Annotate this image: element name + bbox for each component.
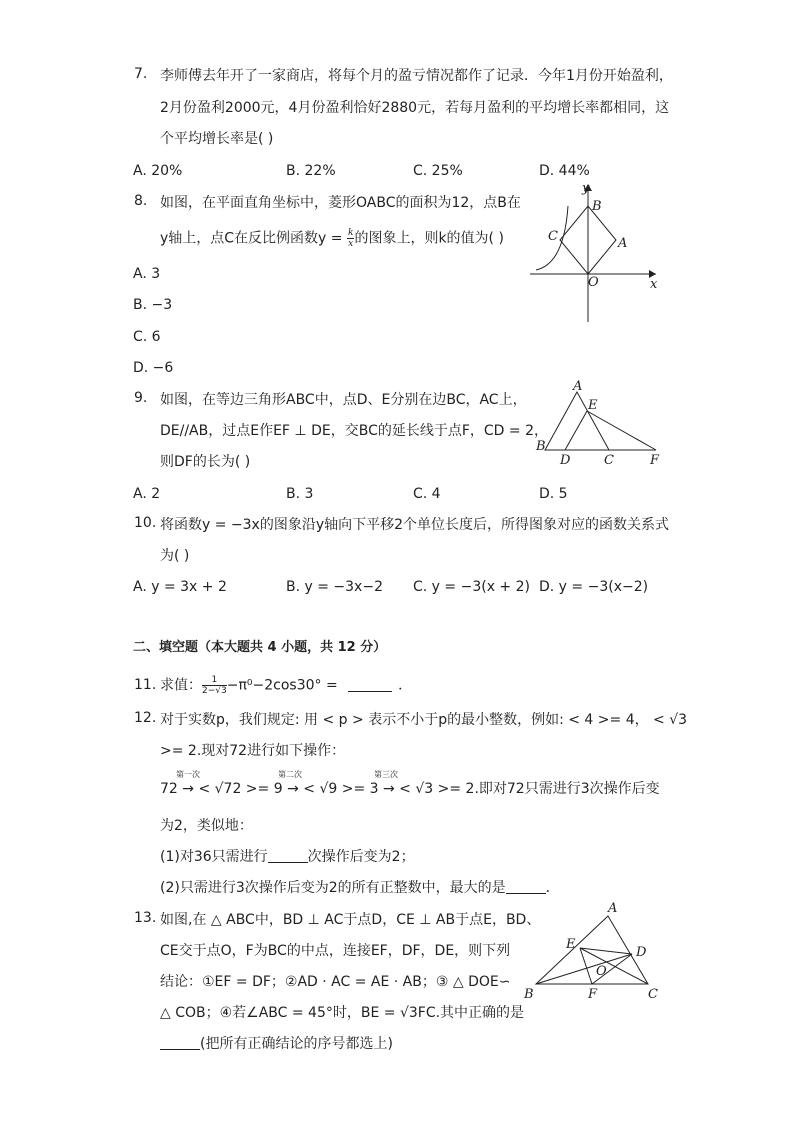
q9-label-d: D [560, 453, 571, 468]
q10-option-d: D. y = −3(x−2) [539, 579, 649, 595]
q9-label-c: C [604, 453, 614, 468]
q12-step3-label: 第三次 [374, 770, 398, 779]
q11-fraction-top: 1 [202, 675, 227, 686]
q12-part2-blank[interactable] [506, 879, 546, 894]
q13-number: 13. [134, 910, 157, 926]
q8-stem-line2b: 的图象上，则k的值为( ) [354, 230, 504, 247]
q12-stem-line2: >= 2.现对72进行如下操作： [160, 743, 346, 759]
q12-part2-b: ． [545, 880, 560, 896]
q9-label-a: A [573, 379, 583, 394]
q8-label-c: C [548, 229, 558, 244]
q9-stem-line3: 则DF的长为( ) [160, 454, 251, 470]
q8-stem-line2a: y轴上，点C在反比例函数y = [160, 230, 347, 247]
q13-stem-line5-text: (把所有正确结论的序号都选上) [200, 1036, 393, 1052]
q10-stem-line2: 为( ) [160, 548, 190, 564]
q12-stem-line1: 对于实数p，我们规定: 用 < p > 表示不小于p的最小整数，例如: < 4 >= 4， < √3 [160, 712, 688, 728]
q13-stem-line2: CE交于点O，F为BC的中点，连接EF，DF，DE，则下列 [160, 943, 511, 959]
q7-stem-line2: 2月份盈利2000元，4月份盈利恰好2880元，若每月盈利的平均增长率都相同，这 [160, 100, 670, 116]
q8-label-o: O [588, 275, 599, 290]
q11-fraction [202, 675, 227, 696]
q7-option-c: C. 25% [413, 163, 463, 179]
q13-segment-de [580, 948, 632, 954]
q8-stem-line2 [160, 228, 504, 249]
q13-triangle-abc [536, 916, 648, 984]
q13-label-b: B [524, 987, 534, 1002]
q13-stem-line1: 如图,在 △ ABC中，BD ⊥ AC于点D，CE ⊥ AB于点E，BD、 [160, 912, 541, 928]
q7-stem-line3: 个平均增长率是( ) [160, 131, 274, 147]
q13-figure [518, 900, 664, 1004]
q9-option-a: A. 2 [133, 486, 161, 502]
q12-step2-label: 第二次 [278, 770, 302, 779]
q12-number: 12. [134, 710, 157, 726]
q8-fraction-bottom: x [348, 239, 354, 249]
q8-option-d: D. −6 [133, 360, 174, 376]
q9-figure [532, 378, 666, 468]
q9-stem-line2: DE//AB，过点E作EF ⊥ DE，交BC的延长线于点F，CD = 2， [160, 423, 548, 439]
q12-step1-label: 第一次 [176, 770, 200, 779]
q11-fraction-bottom: 2−√3 [202, 686, 227, 696]
q9-stem-line1: 如图，在等边三角形ABC中，点D、E分别在边BC，AC上， [160, 392, 527, 408]
q13-label-f: F [588, 987, 598, 1002]
q11-suffix: −π⁰−2cos30° = [226, 677, 343, 694]
q12-stem-line3: 72 → < √72 >= 9 → < √9 >= 3 → < √3 >= 2.即对72只需进行3次操作后变 [160, 781, 660, 797]
q13-answer-blank[interactable] [160, 1035, 200, 1050]
q8-option-a: A. 3 [133, 266, 161, 282]
q13-stem-line4: △ COB；④若∠ABC = 45°时，BE = √3FC.其中正确的是 [160, 1005, 525, 1021]
q12-part2-a: (2)只需进行3次操作后变为2的所有正整数中，最大的是 [160, 880, 506, 896]
q12-part2 [160, 878, 560, 898]
q12-stem-line4: 为2，类似地： [160, 818, 253, 834]
q13-stem-line5 [160, 1034, 393, 1054]
q11-number: 11. [134, 677, 157, 693]
q10-option-a: A. y = 3x + 2 [133, 579, 227, 595]
q8-stem-line1: 如图，在平面直角坐标中，菱形OABC的面积为12，点B在 [160, 195, 521, 211]
q8-label-b: B [592, 199, 602, 214]
section2-title: 二、填空题（本大题共 4 小题，共 12 分） [133, 640, 387, 655]
q11-end: ． [398, 677, 413, 694]
q13-label-a: A [608, 901, 618, 916]
q8-option-b: B. −3 [133, 297, 173, 313]
q12-part1 [160, 847, 415, 867]
q11-answer-blank[interactable] [348, 677, 392, 692]
q13-label-e: E [566, 937, 576, 952]
q8-figure [528, 178, 664, 324]
q9-option-b: B. 3 [286, 486, 314, 502]
q7-option-a: A. 20% [133, 163, 183, 179]
q9-option-d: D. 5 [539, 486, 568, 502]
q9-segment-de [565, 411, 587, 450]
q8-label-a: A [618, 236, 628, 251]
q11-prefix: 求值： [160, 677, 202, 694]
q13-label-d: D [636, 945, 647, 960]
q7-stem-line1: 李师傅去年开了一家商店，将每个月的盈亏情况都作了记录．今年1月份开始盈利， [160, 68, 673, 84]
q9-segment-ef [587, 411, 656, 450]
q7-option-b: B. 22% [286, 163, 336, 179]
q9-label-f: F [650, 453, 660, 468]
q9-number: 9. [134, 390, 148, 406]
q9-label-e: E [588, 398, 598, 413]
q10-option-c: C. y = −3(x + 2) [413, 579, 530, 595]
q13-label-o: O [596, 964, 607, 979]
q10-number: 10. [134, 515, 157, 531]
q8-label-x: x [650, 277, 658, 292]
q8-label-y: y [582, 181, 590, 196]
q12-part1-a: (1)对36只需进行 [160, 849, 268, 865]
q9-triangle-abc [545, 392, 609, 450]
q13-label-c: C [648, 987, 658, 1002]
q9-option-c: C. 4 [413, 486, 441, 502]
q8-option-c: C. 6 [133, 329, 161, 345]
q13-stem-line3: 结论：①EF = DF；②AD · AC = AE · AB；③ △ DOE∽ [160, 974, 511, 990]
q10-option-b: B. y = −3x−2 [286, 579, 383, 595]
q12-part1-blank[interactable] [268, 848, 308, 863]
q9-label-b: B [536, 439, 546, 454]
q12-part1-b: 次操作后变为2； [307, 849, 415, 865]
q11-stem [160, 675, 412, 696]
q8-number: 8. [134, 193, 148, 209]
q8-fraction-top: k [347, 228, 354, 238]
q7-number: 7. [134, 66, 148, 82]
q10-stem-line1: 将函数y = −3x的图象沿y轴向下平移2个单位长度后，所得图象对应的函数关系式 [160, 517, 670, 533]
q7-option-d: D. 44% [539, 163, 590, 179]
